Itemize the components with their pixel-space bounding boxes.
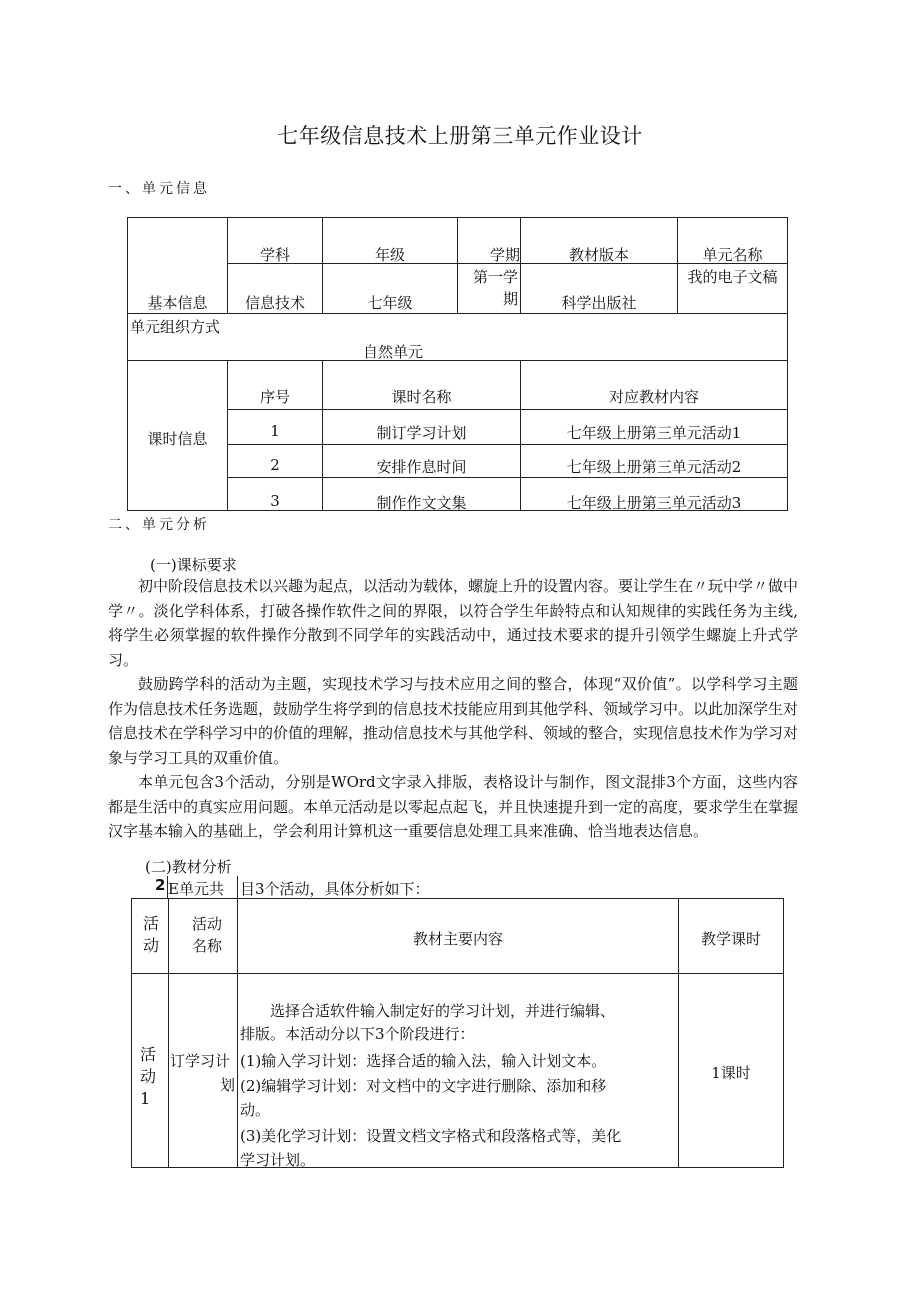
fragment-text: E单元共 (168, 880, 224, 898)
header-subject: 学科 (259, 246, 290, 264)
subheading-curriculum: (一)课标要求 (150, 556, 237, 574)
lesson-content: 七年级上册第三单元活动3 (566, 494, 742, 512)
content-line: (1)输入学习计划：选择合适的输入法，输入计划文本。 (240, 1052, 607, 1070)
header-unit-name: 单元名称 (702, 246, 763, 264)
lesson-name: 制作作文文集 (376, 494, 467, 512)
org-label: 单元组织方式 (130, 318, 221, 336)
content-line: (3)美化学习计划：设置文档文字格式和段落格式等，美化 (240, 1127, 622, 1145)
content-line: 排版。本活动分以下3个阶段进行： (240, 1025, 475, 1043)
header-teaching-hours: 教学课时 (700, 930, 761, 948)
lesson-name: 安排作息时间 (376, 458, 467, 476)
value-unit-name: 我的电子文稿 (687, 268, 778, 286)
lesson-content: 七年级上册第三单元活动1 (566, 424, 742, 442)
value-edition: 科学出版社 (561, 294, 637, 312)
lesson-no: 2 (270, 456, 280, 474)
subheading-textbook-analysis: (二)教材分析 (145, 858, 232, 876)
content-line: 学习计划。 (240, 1151, 316, 1169)
lesson-no: 1 (270, 422, 280, 440)
lesson-name: 制订学习计划 (376, 424, 467, 442)
header-activity-name: 活动名称 (191, 915, 222, 955)
header-lesson-name: 课时名称 (391, 388, 452, 406)
teaching-hours: 1课时 (711, 1064, 751, 1082)
section-heading-unit-analysis: 二、单元分析 (108, 517, 210, 533)
header-lesson-no: 序号 (259, 388, 290, 406)
header-semester: 学期 (489, 246, 520, 264)
lesson-no: 3 (270, 492, 280, 510)
basic-info-label: 基本信息 (147, 294, 208, 312)
header-main-content: 教材主要内容 (412, 930, 503, 948)
lesson-content: 七年级上册第三单元活动2 (566, 458, 742, 476)
lesson-info-label: 课时信息 (147, 430, 208, 448)
activity-label: 活动1 (140, 1045, 157, 1108)
content-line: (2)编辑学习计划：对文档中的文字进行删除、添加和移 (240, 1077, 607, 1095)
org-value: 自然单元 (362, 343, 423, 361)
activity-name: 订学习计 (170, 1052, 231, 1070)
content-line: 选择合适软件输入制定好的学习计划，并进行编辑、 (270, 1002, 616, 1020)
content-line: 动。 (240, 1101, 271, 1119)
header-lesson-content: 对应教材内容 (608, 388, 699, 406)
section-heading-unit-info: 一、单元信息 (108, 181, 210, 197)
activity-name: 划 (220, 1076, 236, 1094)
value-grade: 七年级 (367, 294, 413, 312)
header-activity: 活动 (143, 914, 160, 955)
value-subject: 信息技术 (244, 294, 305, 312)
value-semester: 第一学期 (472, 268, 518, 308)
paragraph: 本单元包含3个活动，分别是WOrd文字录入排版，表格设计与制作，图文混排3个方面，这些内容都是生活中的真实应用问题。本单元活动是以零起点起飞，并且快速提升到一定的高度，要求学生在掌握汉字基本输入的基础上，学会利用计算机这一重要信息处理工具来准确、恰当地表达信息。 (108, 773, 799, 840)
fragment-text: 目3个活动，具体分析如下： (240, 880, 430, 898)
fragment-number: 2 (155, 876, 166, 894)
paragraph: 鼓励跨学科的活动为主题，实现技术学习与技术应用之间的整合，体现“双价值”。以学科学习主题作为信息技术任务选题，鼓励学生将学到的信息技术技能应用到其他学科、领域学习中。以此加深学生对信息技术在学科学习中的价值的理解，推动信息技术与其他学科、领域的整合，实现信息技术作为学习对象与学习工具的双重价值。 (108, 675, 799, 767)
header-grade: 年级 (374, 246, 405, 264)
page-title: 七年级信息技术上册第三单元作业设计 (277, 124, 643, 148)
paragraph: 初中阶段信息技术以兴趣为起点，以活动为载体，螺旋上升的设置内容。要让学生在〃玩中学〃做中学〃。淡化学科体系，打破各操作软件之间的界限，以符合学生年龄特点和认知规律的实践任务为主线,将学生必须掌握的软件操作分散到不同学年的实践活动中，通过技术要求的提升引领学生螺旋上升式学习。 (108, 577, 799, 669)
header-edition: 教材版本 (568, 246, 629, 264)
